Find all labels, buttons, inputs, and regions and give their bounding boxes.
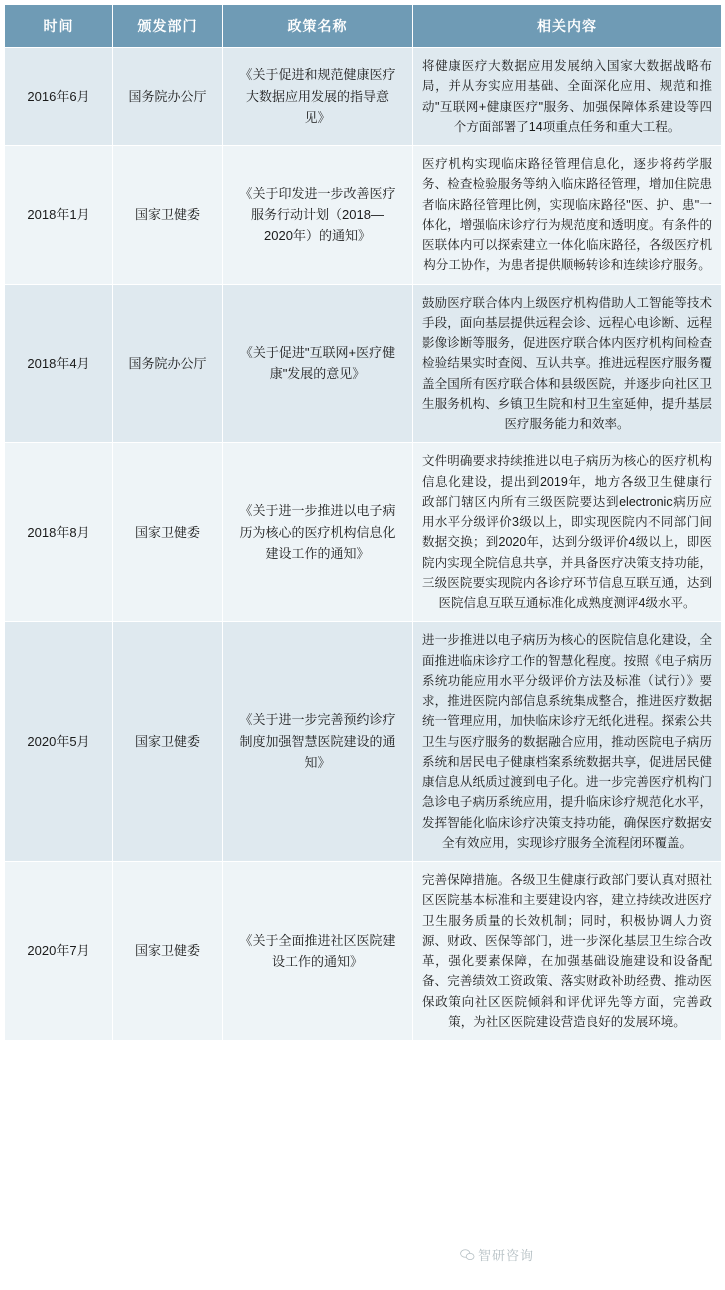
watermark [460,1245,534,1264]
cell-time: 2018年8月 [5,443,113,622]
table-row [5,443,722,622]
column-header-policy-name: 政策名称 [223,5,413,48]
cell-time: 2020年5月 [5,622,113,862]
cell-content: 鼓励医疗联合体内上级医疗机构借助人工智能等技术手段，面向基层提供远程会诊、远程心电诊断、远程影像诊断等服务，促进医疗联合体内医疗机构间检查检验结果实时查阅、互认共享。推进远程医疗服务覆盖全国所有医疗联合体和县级医院，并逐步向社区卫生服务机构、乡镇卫生院和村卫生室延伸，提升基层医疗服务能力和效率。 [413,284,722,443]
column-header-content: 相关内容 [413,5,722,48]
cell-time: 2016年6月 [5,48,113,146]
cell-content: 将健康医疗大数据应用发展纳入国家大数据战略布局，并从夯实应用基础、全面深化应用、规范和推动"互联网+健康医疗"服务、加强保障体系建设等四个方面部署了14项重点任务和重大工程。 [413,48,722,146]
wechat-icon [460,1249,475,1261]
table-body [5,48,722,1041]
policy-table [4,4,722,1041]
cell-department: 国务院办公厅 [113,284,223,443]
table-row [5,862,722,1041]
table-row [5,622,722,862]
table-row [5,48,722,146]
cell-policy-name: 《关于印发进一步改善医疗服务行动计划（2018—2020年）的通知》 [223,146,413,285]
column-header-department: 颁发部门 [113,5,223,48]
cell-department: 国家卫健委 [113,622,223,862]
cell-time: 2018年4月 [5,284,113,443]
table-header [5,5,722,48]
cell-time: 2018年1月 [5,146,113,285]
cell-policy-name: 《关于进一步完善预约诊疗制度加强智慧医院建设的通知》 [223,622,413,862]
cell-content: 完善保障措施。各级卫生健康行政部门要认真对照社区医院基本标准和主要建设内容，建立持续改进医疗卫生服务质量的长效机制；同时，积极协调人力资源、财政、医保等部门，进一步深化基层卫生综合改革，强化要素保障，在加强基础设施建设和设备配备、完善绩效工资政策、落实财政补助经费、推动医保政策向社区医院倾斜和评优评先等方面，完善政策，为社区医院建设营造良好的发展环境。 [413,862,722,1041]
table-header-row [5,5,722,48]
cell-content: 医疗机构实现临床路径管理信息化，逐步将药学服务、检查检验服务等纳入临床路径管理，增加住院患者临床路径管理比例，实现临床路径"医、护、患"一体化，增强临床诊疗行为规范度和透明度。有条件的医联体内可以探索建立一体化临床路径，各级医疗机构分工协作，为患者提供顺畅转诊和连续诊疗服务。 [413,146,722,285]
cell-content: 进一步推进以电子病历为核心的医院信息化建设，全面推进临床诊疗工作的智慧化程度。按照《电子病历系统功能应用水平分级评价方法及标准（试行）》要求，推进医院内部信息系统集成整合，推进医疗数据统一管理应用，加快临床诊疗无纸化进程。探索公共卫生与医疗服务的数据融合应用，推动医院电子病历系统和居民电子健康档案系统数据共享，促进居民健康信息从纸质过渡到电子化。进一步完善医疗机构门急诊电子病历系统应用，提升临床诊疗规范化水平，发挥智能化临床诊疗决策支持功能，确保医疗数据安全有效应用，实现诊疗服务全流程闭环覆盖。 [413,622,722,862]
cell-policy-name: 《关于促进"互联网+医疗健康"发展的意见》 [223,284,413,443]
cell-policy-name: 《关于全面推进社区医院建设工作的通知》 [223,862,413,1041]
cell-department: 国家卫健委 [113,443,223,622]
cell-policy-name: 《关于进一步推进以电子病历为核心的医疗机构信息化建设工作的通知》 [223,443,413,622]
table-row [5,284,722,443]
cell-department: 国家卫健委 [113,146,223,285]
cell-department: 国家卫健委 [113,862,223,1041]
cell-policy-name: 《关于促进和规范健康医疗大数据应用发展的指导意见》 [223,48,413,146]
watermark-text: 智研咨询 [478,1248,535,1263]
table-row [5,146,722,285]
cell-time: 2020年7月 [5,862,113,1041]
column-header-time: 时间 [5,5,113,48]
cell-department: 国务院办公厅 [113,48,223,146]
cell-content: 文件明确要求持续推进以电子病历为核心的医疗机构信息化建设，提出到2019年，地方各级卫生健康行政部门辖区内所有三级医院要达到electronic病历应用水平分级评价3级以上，即实现医院内不同部门间数据交换；到2020年，达到分级评价4级以上，即医院内实现全院信息共享，并具备医疗决策支持功能，三级医院要实现院内各诊疗环节信息互联互通，达到医院信息互联互通标准化成熟度测评4级水平。 [413,443,722,622]
